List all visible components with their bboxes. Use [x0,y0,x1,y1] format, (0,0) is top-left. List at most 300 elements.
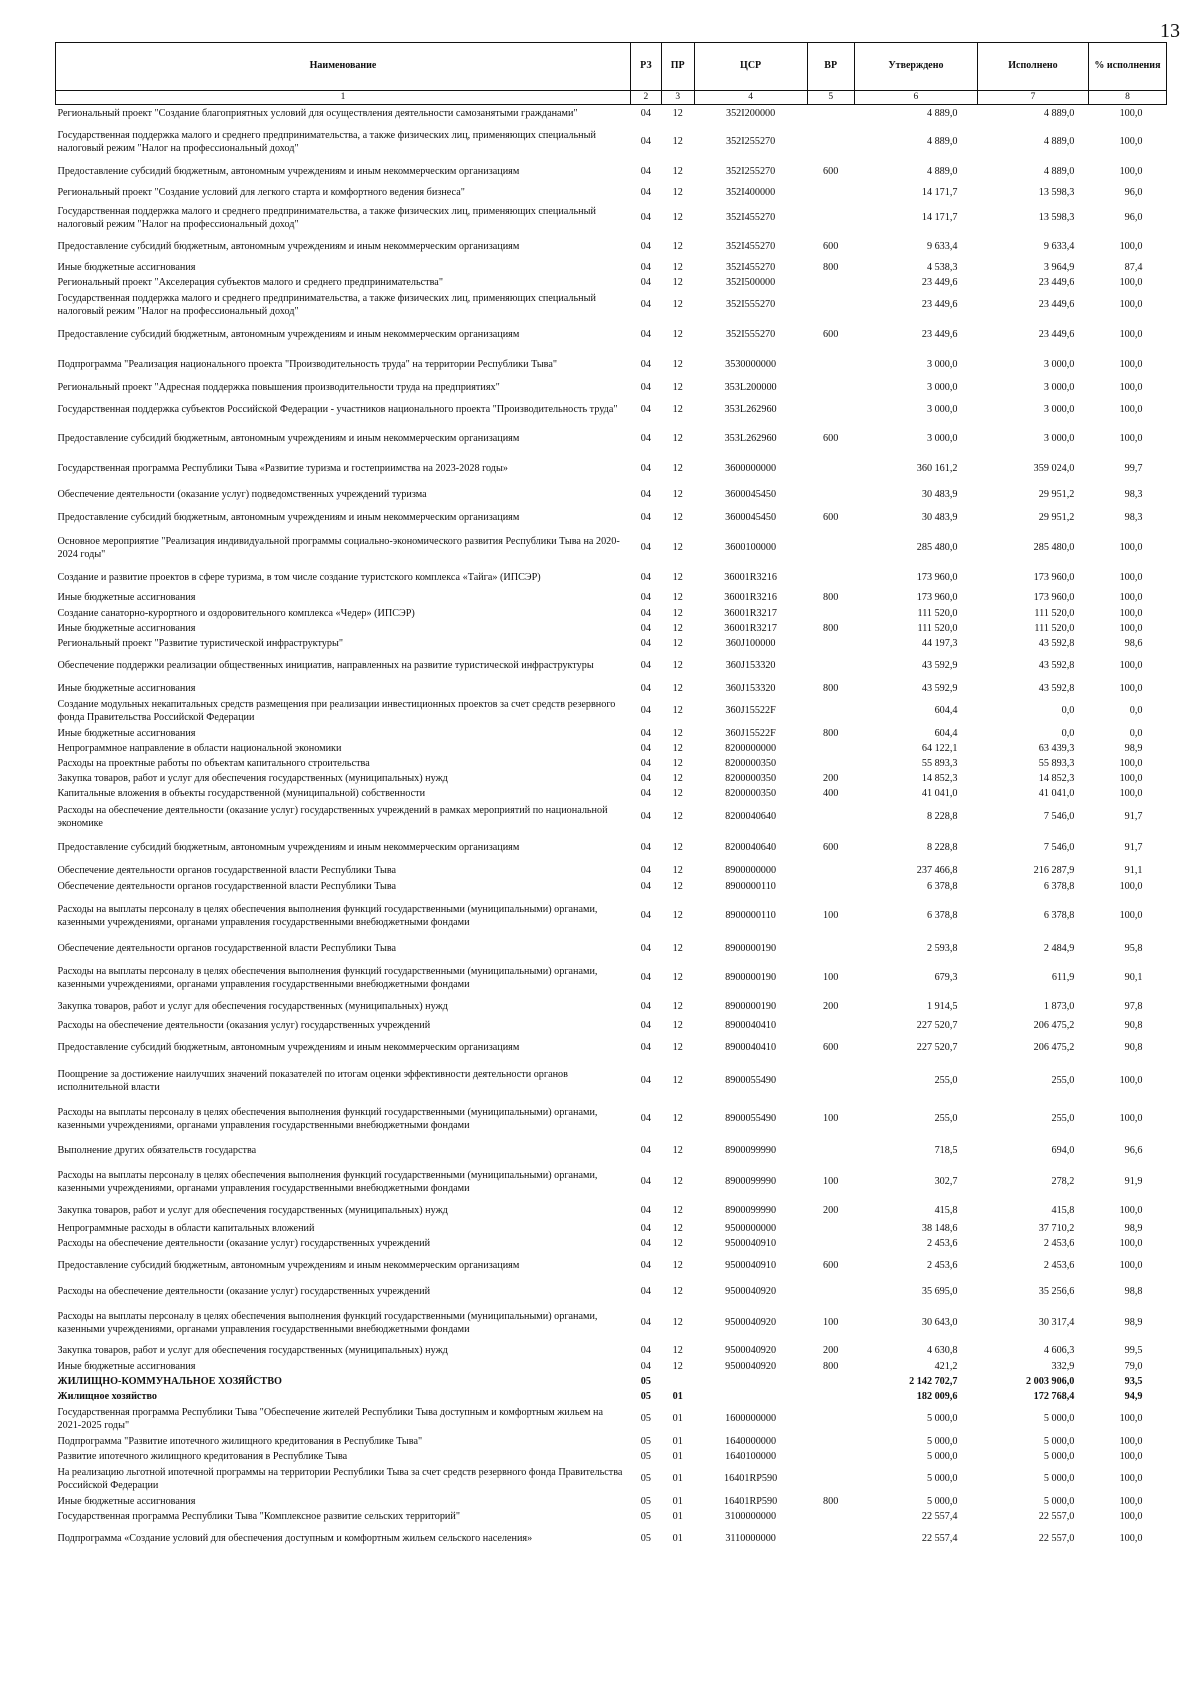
cell-pr: 12 [672,1360,683,1372]
cell-approved: 4 889,0 [926,136,958,148]
table-row [56,1435,1167,1450]
cell-approved: 2 142 702,7 [909,1375,958,1387]
cell-vr [807,1525,854,1555]
table-row [56,1375,1167,1390]
cell-pr: 12 [672,108,683,120]
cell-pr: 01 [672,1533,683,1545]
cell-executed: 255,0 [1051,1113,1075,1125]
cell-name: Обеспечение деятельности органов государственной власти Республики Тыва [57,880,397,892]
cell-executed: 173 960,0 [1033,592,1075,604]
cell-executed: 43 592,8 [1038,660,1075,672]
cell-executed: 6 378,8 [1043,910,1075,922]
cell-name: Иные бюджетные ассигнования [57,1495,196,1507]
table-row [56,997,1167,1019]
cell-percent: 98,3 [1124,489,1143,501]
cell-pr: 01 [672,1495,683,1507]
cell-pr: 12 [672,622,683,634]
cell-executed: 172 768,4 [1033,1390,1075,1402]
cell-approved: 302,7 [934,1176,958,1188]
column-number: 5 [807,91,854,105]
cell-percent: 100,0 [1119,1473,1143,1485]
cell-percent: 100,0 [1119,1075,1143,1087]
cell-vr: 100 [823,972,839,984]
cell-percent: 90,1 [1124,972,1143,984]
header-approved: Утверждено [854,43,977,91]
cell-name: Подпрограмма "Реализация национального проекта "Производительность труда" на территории Республики Тыва" [57,359,558,371]
cell-approved: 44 197,3 [921,637,958,649]
cell-vr [807,1510,854,1525]
cell-approved: 360 161,2 [916,463,958,475]
cell-csr: 352I555270 [725,299,776,311]
cell-percent: 100,0 [1119,1237,1143,1249]
cell-name: Закупка товаров, работ и услуг для обеспечения государственных (муниципальных) нужд [57,1205,448,1217]
cell-executed: 4 889,0 [1043,166,1075,178]
cell-executed: 43 592,8 [1038,637,1075,649]
cell-approved: 182 009,6 [916,1390,958,1402]
cell-csr: 352I455270 [725,261,776,273]
cell-vr [807,485,854,507]
cell-csr: 352I455270 [725,212,776,224]
cell-name: Обеспечение деятельности (оказание услуг) подведомственных учреждений туризма [57,489,427,501]
cell-csr: 8900000110 [725,910,776,922]
cell-percent: 0,0 [1129,705,1143,717]
table-row [56,185,1167,203]
cell-name: Предоставление субсидий бюджетным, автономным учреждениям и иным некоммерческим организациям [57,329,520,341]
cell-pr: 01 [672,1390,683,1402]
cell-executed: 63 439,3 [1038,742,1075,754]
cell-name: Расходы на выплаты персоналу в целях обеспечения выполнения функций государственными (муниципальными) органами, казенными учреждениями, органами управления государственными внебюджетными фондами [57,965,598,990]
cell-percent: 100,0 [1119,166,1143,178]
cell-rz: 04 [640,542,651,554]
cell-executed: 3 000,0 [1043,382,1075,394]
cell-name: Расходы на выплаты персоналу в целях обеспечения выполнения функций государственными (муниципальными) органами, казенными учреждениями, органами управления государственными внебюджетными фондами [57,1106,598,1131]
cell-executed: 2 453,6 [1043,1237,1075,1249]
cell-pr: 12 [672,943,683,955]
cell-rz: 04 [640,212,651,224]
cell-approved: 285 480,0 [916,542,958,554]
cell-csr: 9500040920 [725,1345,777,1357]
cell-rz: 05 [640,1413,651,1425]
cell-approved: 38 148,6 [921,1222,958,1234]
cell-rz: 05 [640,1473,651,1485]
table-row [56,1525,1167,1555]
column-number: 8 [1088,91,1166,105]
cell-csr: 352I255270 [725,136,776,148]
cell-rz: 04 [640,1237,651,1249]
cell-executed: 5 000,0 [1043,1473,1075,1485]
cell-name: Региональный проект "Адресная поддержка повышения производительности труда на предприятиях" [57,382,500,394]
page-number: 13 [1160,20,1180,42]
cell-vr: 400 [823,787,839,799]
table-row [56,507,1167,531]
cell-executed: 3 000,0 [1043,404,1075,416]
cell-approved: 14 171,7 [921,212,958,224]
cell-vr [807,397,854,425]
cell-executed: 359 024,0 [1033,463,1075,475]
table-row [56,1282,1167,1304]
cell-vr: 600 [823,1042,839,1054]
cell-pr: 12 [672,136,683,148]
cell-pr: 12 [672,359,683,371]
cell-executed: 415,8 [1051,1205,1075,1217]
cell-vr: 800 [823,592,839,604]
cell-name: Закупка товаров, работ и услуг для обеспечения государственных (муниципальных) нужд [57,772,448,784]
cell-csr: 360J15522F [725,727,776,739]
cell-executed: 694,0 [1051,1145,1075,1157]
cell-csr: 8900000190 [725,943,777,955]
cell-rz: 04 [640,382,651,394]
table-row [56,203,1167,235]
cell-pr: 12 [672,1042,683,1054]
cell-vr [807,939,854,961]
table-row [56,1450,1167,1465]
cell-name: Предоставление субсидий бюджетным, автономным учреждениям и иным некоммерческим организациям [57,1042,520,1054]
cell-name: Обеспечение деятельности органов государственной власти Республики Тыва [57,943,397,955]
cell-percent: 98,3 [1124,512,1143,524]
table-row [56,1019,1167,1034]
table-row [56,864,1167,880]
cell-rz: 04 [640,1042,651,1054]
cell-rz: 04 [640,299,651,311]
cell-executed: 206 475,2 [1033,1042,1075,1054]
cell-pr: 12 [672,299,683,311]
cell-pr: 12 [672,1145,683,1157]
cell-rz: 04 [640,910,651,922]
budget-table [55,42,1167,1555]
cell-pr: 12 [672,433,683,445]
cell-percent: 100,0 [1119,682,1143,694]
cell-executed: 7 546,0 [1043,811,1075,823]
header-pr: ПР [661,43,694,91]
cell-pr: 12 [672,187,683,199]
table-row [56,895,1167,939]
header-percent: % исполнения [1088,43,1166,91]
cell-name: Предоставление субсидий бюджетным, автономным учреждениям и иным некоммерческим организациям [57,166,520,178]
table-row [56,397,1167,425]
cell-executed: 5 000,0 [1043,1413,1075,1425]
cell-vr: 800 [823,1360,839,1372]
cell-pr: 12 [672,241,683,253]
cell-vr [807,697,854,727]
table-row [56,351,1167,381]
cell-approved: 173 960,0 [916,592,958,604]
table-row [56,1360,1167,1375]
cell-percent: 96,0 [1124,212,1143,224]
cell-name: Иные бюджетные ассигнования [57,727,196,739]
cell-approved: 43 592,9 [921,682,958,694]
cell-vr [807,381,854,397]
cell-percent: 100,0 [1119,572,1143,584]
cell-percent: 94,9 [1124,1390,1143,1402]
table-row [56,961,1167,997]
cell-approved: 255,0 [934,1113,958,1125]
cell-approved: 41 041,0 [921,787,958,799]
cell-approved: 604,4 [934,705,958,717]
cell-percent: 98,9 [1124,1317,1143,1329]
cell-name: Государственная программа Республики Тыва "Комплексное развитие сельских территорий" [57,1510,460,1522]
cell-approved: 5 000,0 [926,1450,958,1462]
cell-approved: 14 171,7 [921,187,958,199]
cell-approved: 718,5 [934,1145,958,1157]
cell-approved: 14 852,3 [921,772,958,784]
cell-rz: 04 [640,1001,651,1013]
cell-rz: 05 [640,1375,651,1387]
cell-vr: 800 [823,682,839,694]
table-row [56,125,1167,161]
cell-percent: 90,8 [1124,1019,1143,1031]
cell-executed: 4 889,0 [1043,108,1075,120]
cell-percent: 100,0 [1119,910,1143,922]
cell-name: Выполнение других обязательств государства [57,1145,257,1157]
cell-percent: 90,8 [1124,1042,1143,1054]
cell-rz: 04 [640,489,651,501]
cell-executed: 37 710,2 [1038,1222,1075,1234]
cell-rz: 04 [640,433,651,445]
table-row [56,802,1167,834]
cell-vr [807,1140,854,1164]
cell-vr [807,637,854,652]
cell-csr: 3100000000 [725,1510,777,1522]
cell-executed: 55 893,3 [1038,757,1075,769]
cell-executed: 611,9 [1051,972,1075,984]
table-row [56,727,1167,742]
cell-executed: 23 449,6 [1038,299,1075,311]
cell-approved: 415,8 [934,1205,958,1217]
cell-pr: 12 [672,787,683,799]
cell-rz: 04 [640,359,651,371]
cell-pr: 12 [672,637,683,649]
cell-rz: 04 [640,1113,651,1125]
cell-pr: 12 [672,1286,683,1298]
cell-csr: 360J153320 [725,682,776,694]
cell-executed: 6 378,8 [1043,880,1075,892]
table-row [56,880,1167,895]
cell-percent: 100,0 [1119,772,1143,784]
cell-percent: 95,8 [1124,943,1143,955]
cell-rz: 05 [640,1510,651,1522]
cell-percent: 96,6 [1124,1145,1143,1157]
cell-pr: 01 [672,1510,683,1522]
cell-name: Иные бюджетные ассигнования [57,1360,196,1372]
column-number: 7 [978,91,1089,105]
cell-approved: 4 538,3 [926,261,958,273]
cell-csr: 1600000000 [725,1413,777,1425]
cell-csr [694,1375,807,1390]
cell-percent: 100,0 [1119,136,1143,148]
cell-name: Создание и развитие проектов в сфере туризма, в том числе создание туристского комплекса «Тайга» (ИПСЭР) [57,572,541,584]
cell-vr: 200 [823,772,839,784]
cell-name: Государственная программа Республики Тыва «Развитие туризма и гостеприимства на 2023-2028 годы» [57,463,508,475]
table-row [56,622,1167,637]
table-row [56,567,1167,591]
cell-approved: 227 520,7 [916,1019,958,1031]
cell-pr: 12 [672,1237,683,1249]
cell-csr: 8900000190 [725,972,777,984]
cell-percent: 93,5 [1124,1375,1143,1387]
cell-percent: 100,0 [1119,1510,1143,1522]
cell-csr: 1640000000 [725,1435,777,1447]
table-row [56,607,1167,622]
table-row [56,531,1167,567]
cell-name: Иные бюджетные ассигнования [57,592,196,604]
table-row [56,1465,1167,1495]
cell-rz: 05 [640,1450,651,1462]
cell-name: Капитальные вложения в объекты государственной (муниципальной) собственности [57,787,426,799]
cell-approved: 23 449,6 [921,299,958,311]
cell-vr [807,1450,854,1465]
cell-pr: 12 [672,512,683,524]
cell-csr: 352I455270 [725,241,776,253]
cell-vr: 200 [823,1001,839,1013]
cell-rz: 04 [640,166,651,178]
cell-name: Создание модульных некапитальных средств размещения при реализации инвестиционных проектов за счет средств резервного фонда Правительства Российской Федерации [57,698,616,723]
cell-approved: 22 557,4 [921,1510,958,1522]
cell-pr: 12 [672,772,683,784]
cell-executed: 29 951,2 [1038,489,1075,501]
cell-vr [807,276,854,291]
cell-pr: 12 [672,1317,683,1329]
cell-csr: 36001R3217 [724,607,777,619]
cell-percent: 98,9 [1124,742,1143,754]
table-row [56,161,1167,185]
cell-csr: 3600100000 [725,542,777,554]
cell-csr: 8900099990 [725,1176,777,1188]
cell-approved: 23 449,6 [921,276,958,288]
cell-approved: 2 453,6 [926,1260,958,1272]
cell-executed: 216 287,9 [1033,865,1075,877]
cell-approved: 4 630,8 [926,1345,958,1357]
cell-csr [694,1390,807,1405]
cell-approved: 35 695,0 [921,1286,958,1298]
cell-executed: 4 606,3 [1043,1345,1075,1357]
cell-csr: 3600045450 [725,512,777,524]
cell-executed: 1 873,0 [1043,1001,1075,1013]
cell-approved: 43 592,9 [921,660,958,672]
cell-vr [807,1390,854,1405]
cell-name: Расходы на обеспечение деятельности (оказание услуг) государственных учреждений в рамках мероприятий по национальной экономике [57,804,608,829]
cell-percent: 100,0 [1119,329,1143,341]
cell-percent: 100,0 [1119,108,1143,120]
cell-name: Создание санаторно-курортного и оздоровительного комплекса «Чедер» (ИПСЭР) [57,607,415,619]
cell-name: Государственная поддержка малого и среднего предпринимательства, а также физических лиц, применяющих специальный налоговый режим "Налог на профессиональный доход" [57,205,596,230]
cell-pr: 12 [672,1019,683,1031]
cell-executed: 173 960,0 [1033,572,1075,584]
cell-percent: 98,9 [1124,1222,1143,1234]
cell-pr: 12 [672,811,683,823]
cell-pr: 01 [672,1473,683,1485]
cell-executed: 5 000,0 [1043,1495,1075,1507]
cell-approved: 5 000,0 [926,1495,958,1507]
table-row [56,834,1167,864]
cell-approved: 5 000,0 [926,1473,958,1485]
table-body [56,105,1167,1555]
cell-approved: 255,0 [934,1075,958,1087]
cell-vr [807,607,854,622]
cell-pr: 01 [672,1413,683,1425]
cell-rz: 04 [640,572,651,584]
cell-name: Государственная поддержка малого и среднего предпринимательства, а также физических лиц, применяющих специальный налоговый режим "Налог на профессиональный доход" [57,129,596,154]
table-row [56,1510,1167,1525]
cell-vr [807,1064,854,1100]
cell-csr: 8900000000 [725,865,777,877]
cell-approved: 8 228,8 [926,842,958,854]
cell-rz: 04 [640,404,651,416]
cell-executed: 13 598,3 [1038,212,1075,224]
cell-rz: 04 [640,261,651,273]
cell-rz: 04 [640,329,651,341]
table-row [56,757,1167,772]
table-row [56,1237,1167,1252]
cell-percent: 100,0 [1119,241,1143,253]
cell-csr: 352I500000 [725,276,776,288]
cell-vr [807,742,854,757]
cell-percent: 91,9 [1124,1176,1143,1188]
cell-vr: 200 [823,1345,839,1357]
cell-approved: 111 520,0 [917,607,958,619]
cell-name: Расходы на выплаты персоналу в целях обеспечения выполнения функций государственными (муниципальными) органами, казенными учреждениями, органами управления государственными внебюджетными фондами [57,903,598,928]
cell-name: Иные бюджетные ассигнования [57,622,196,634]
cell-percent: 100,0 [1119,299,1143,311]
cell-pr: 12 [672,1222,683,1234]
cell-percent: 91,7 [1124,811,1143,823]
cell-csr: 8200000350 [725,757,777,769]
cell-executed: 2 484,9 [1043,943,1075,955]
cell-vr [807,757,854,772]
cell-pr: 12 [672,1260,683,1272]
cell-pr: 12 [672,705,683,717]
cell-approved: 111 520,0 [917,622,958,634]
cell-name: Государственная поддержка субъектов Российской Федерации - участников национального проекта "Производительность труда" [57,404,618,416]
cell-percent: 100,0 [1119,542,1143,554]
cell-rz: 04 [640,512,651,524]
column-number: 4 [694,91,807,105]
cell-pr: 12 [672,880,683,892]
cell-approved: 3 000,0 [926,359,958,371]
cell-executed: 14 852,3 [1038,772,1075,784]
cell-vr: 600 [823,512,839,524]
cell-vr [807,567,854,591]
cell-approved: 227 520,7 [916,1042,958,1054]
cell-name: Предоставление субсидий бюджетным, автономным учреждениям и иным некоммерческим организациям [57,241,520,253]
cell-vr [807,1282,854,1304]
cell-percent: 100,0 [1119,359,1143,371]
cell-executed: 5 000,0 [1043,1435,1075,1447]
cell-percent: 91,7 [1124,842,1143,854]
cell-vr: 800 [823,1495,839,1507]
cell-pr: 12 [672,212,683,224]
cell-csr: 8900099990 [725,1145,777,1157]
cell-vr [807,105,854,125]
cell-percent: 99,7 [1124,463,1143,475]
cell-csr: 8900040410 [725,1019,777,1031]
cell-approved: 237 466,8 [916,865,958,877]
cell-percent: 97,8 [1124,1001,1143,1013]
table-row [56,1100,1167,1140]
cell-approved: 6 378,8 [926,880,958,892]
cell-vr: 600 [823,166,839,178]
cell-rz: 04 [640,1019,651,1031]
cell-approved: 679,3 [934,972,958,984]
table-row [56,697,1167,727]
column-number: 2 [631,91,662,105]
cell-approved: 64 122,1 [921,742,958,754]
cell-vr [807,880,854,895]
cell-executed: 278,2 [1051,1176,1075,1188]
cell-name: Жилищное хозяйство [57,1390,157,1402]
cell-name: Иные бюджетные ассигнования [57,682,196,694]
cell-rz: 04 [640,842,651,854]
cell-name: Подпрограмма «Создание условий для обеспечения доступным и комфортным жильем сельского населения» [57,1533,533,1545]
